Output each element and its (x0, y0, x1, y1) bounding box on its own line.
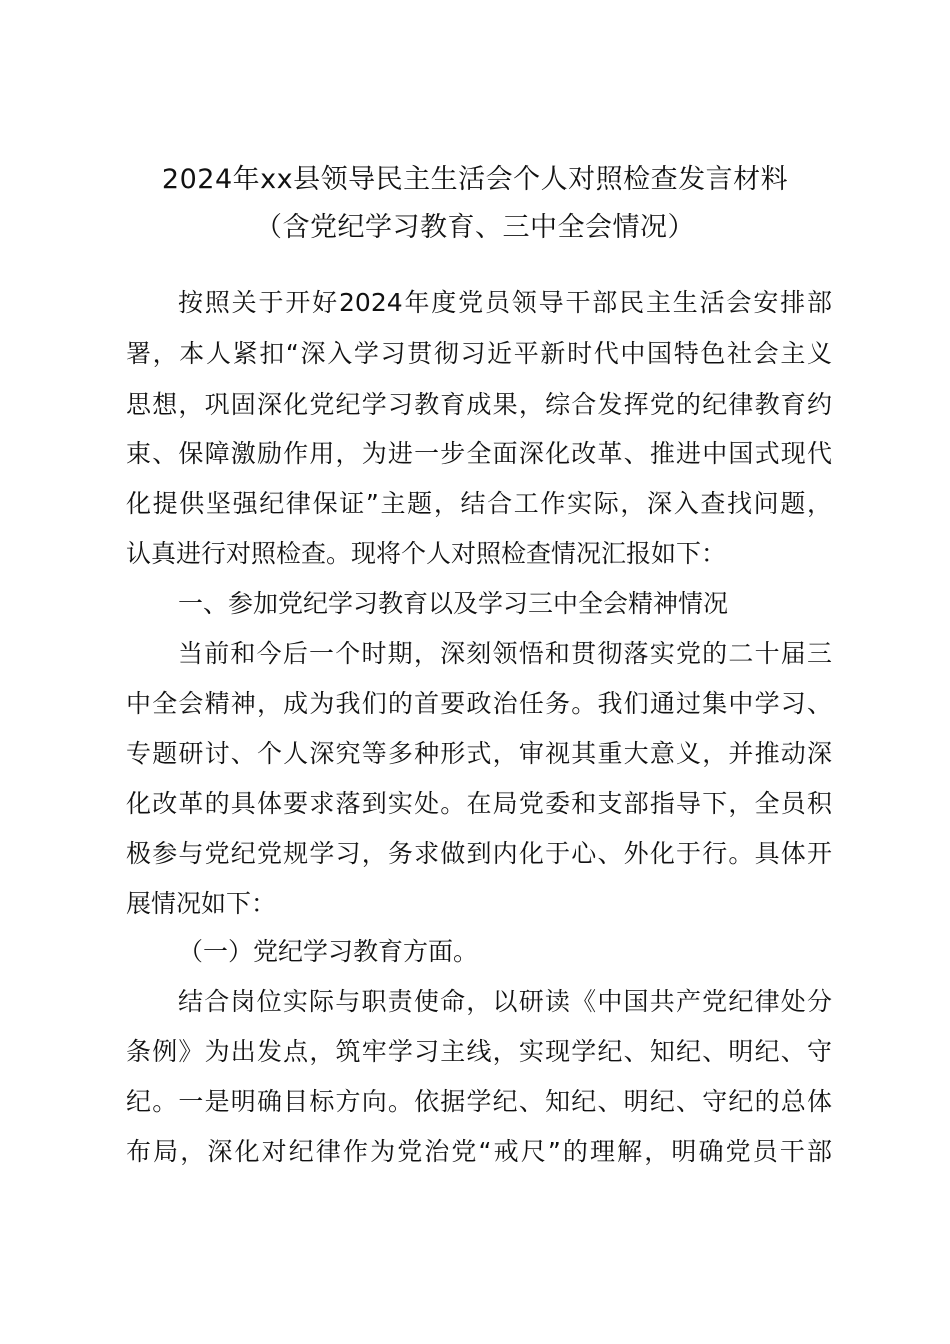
paragraph-line: 认真进行对照检查。现将个人对照检查情况汇报如下： (126, 539, 727, 568)
paragraph-line: 署，本人紧扣“深入学习贯彻习近平新时代中国特色社会主义 (126, 339, 832, 368)
paragraph-line: 条例》为出发点，筑牢学习主线，实现学纪、知纪、明纪、守 (126, 1037, 832, 1066)
paragraph-line: 展情况如下： (126, 889, 277, 918)
paragraph-line: 化提供坚强纪律保证”主题，结合工作实际，深入查找问题， (126, 489, 832, 518)
paragraph-line: 按照关于开好2024年度党员领导干部民主生活会安排部 (178, 288, 832, 317)
paragraph-line: 结合岗位实际与职责使命，以研读《中国共产党纪律处分 (178, 987, 832, 1016)
paragraph-line: 极参与党纪党规学习，务求做到内化于心、外化于行。具体开 (126, 839, 832, 868)
document-subtitle: （含党纪学习教育、三中全会情况） (255, 212, 695, 243)
paragraph-line: 专题研讨、个人深究等多种形式，审视其重大意义，并推动深 (126, 739, 832, 768)
subsection-heading: （一）党纪学习教育方面。 (178, 937, 479, 966)
section-heading: 一、参加党纪学习教育以及学习三中全会精神情况 (178, 589, 729, 618)
paragraph-line: 当前和今后一个时期，深刻领悟和贯彻落实党的二十届三 (178, 639, 832, 668)
paragraph-line: 中全会精神，成为我们的首要政治任务。我们通过集中学习、 (126, 689, 832, 718)
paragraph-line: 束、保障激励作用，为进一步全面深化改革、推进中国式现代 (126, 439, 832, 468)
paragraph-line: 思想，巩固深化党纪学习教育成果，综合发挥党的纪律教育约 (126, 390, 832, 419)
document-title: 2024年xx县领导民主生活会个人对照检查发言材料 (161, 164, 789, 195)
paragraph-line: 化改革的具体要求落到实处。在局党委和支部指导下，全员积 (126, 789, 832, 818)
paragraph-line: 纪。一是明确目标方向。依据学纪、知纪、明纪、守纪的总体 (126, 1087, 832, 1116)
paragraph-line: 布局，深化对纪律作为党治党“戒尺”的理解，明确党员干部 (126, 1137, 832, 1166)
